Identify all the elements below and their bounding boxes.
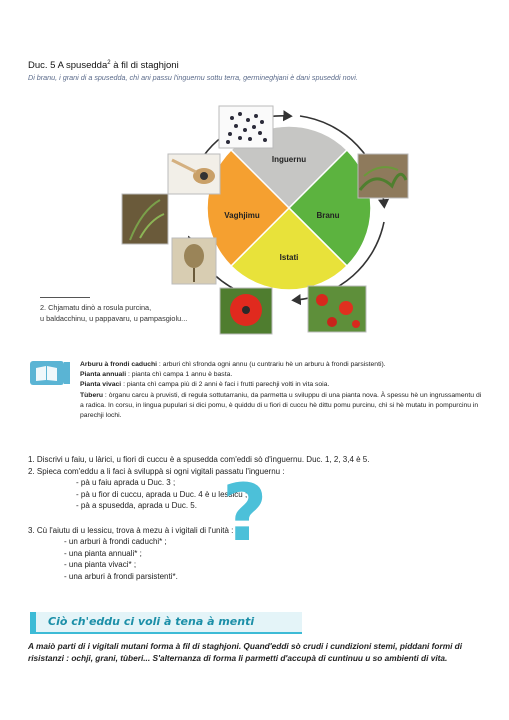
season-label: Branu (316, 211, 340, 220)
question-3-item: - un arburi à frondi caduchi* ; (64, 537, 167, 546)
season-label: Inguernu (271, 155, 307, 164)
lexicon (80, 360, 485, 421)
lexicon-entry: Pianta annuali : pianta chì campa 1 annu è basta. (80, 371, 233, 379)
question-2-item: - pà u faiu aprada u Duc. 3 ; (76, 478, 176, 487)
lexicon-marker (64, 362, 70, 384)
question-2-item: - pà u fior di cuccu, aprada u Duc. 4 è u lessicu ; (76, 489, 248, 499)
question-3-item: - una pianta vivaci* ; (64, 560, 137, 569)
footnote (40, 302, 187, 324)
seasons-wheel (0, 0, 509, 340)
seedling-photo (358, 154, 408, 198)
question-3-item: - una arburi à frondi parsistenti*. (64, 571, 178, 581)
book-icon (30, 361, 64, 385)
summary-heading: Ciò ch'eddu ci voli à tena à menti (48, 615, 255, 628)
seed-pod-photo (172, 238, 216, 284)
summary-banner (30, 612, 302, 634)
question-1: 1. Discrivi u faiu, u làrici, u fiori di cuccu è a spusedda com'eddi sò d'inguernu. Duc. 1, 2, 3,4 è 5. (28, 455, 370, 464)
footnote-line: 2. Chjamatu dinò a rosula purcina, (40, 303, 152, 312)
season-label: Vaghjimu (224, 211, 260, 220)
question-mark-icon: ? (222, 469, 268, 559)
season-label: Istati (279, 253, 299, 262)
lexicon-entry: Arburu à frondi caduchi : arburi chì sfronda ogni annu (u cuntrariu hè un arburu à frondi parsistenti). (80, 361, 386, 368)
summary-text: A maiò parti di i vigitali mutani forma à fil di staghjoni. Quand'eddi sò crudi i cundizioni stemi, piddani formi di risistanzi : ochji, grani, tùberi... S'alternanza di forma li parmetti d'accupà di cuntinuu u so ambienti di vita. (28, 641, 463, 663)
document-caption: Di branu, i grani di a spusedda, chì ani passu l'inguernu sottu terra, germineghjani è dani spuseddi novi. (28, 73, 358, 82)
poppy-field-photo (308, 286, 366, 332)
lexicon-entry: Pianta vivaci : pianta chì campa più di 2 anni è faci i frutti parechji volti in vita soia. (80, 381, 330, 389)
title-footnote-mark: 2 (107, 60, 111, 66)
title-text-end: à fil di staghjoni (110, 60, 179, 72)
seed-photo (219, 106, 273, 148)
question-2-item: - pà a spusedda, aprada u Duc. 5. (76, 501, 197, 510)
poppy-closeup-photo (220, 288, 272, 334)
plant-photo (122, 194, 168, 244)
title-text: Duc. 5 A spusedda (28, 60, 108, 72)
lexicon-entry: Tùberu : òrganu carcu à pruvisti, di regula sottutarraniu, da parmetta u sviluppu di una pianta nova. À spessu hè un ingrussamentu di a radica. In corsu, in lingua pupulari si dici pomu, è quiddu di u fiori di cuccu hè dittu pomu purcinu, chì si hè mutatu in pompurcinu in parechji lochi. (80, 391, 482, 420)
question-3: 3. Cù l'aiutu di u lessicu, trova à mezu à i vigitali di l'unità : (28, 525, 234, 535)
footnote-line: u baldacchinu, u pappavaru, u pampasgiolu... (40, 314, 188, 323)
question-2: 2. Spieca com'eddu a li faci à sviluppà si ogni vigitali passatu l'inguernu : (28, 466, 285, 476)
question-3-item: - una pianta annuali* ; (64, 548, 142, 558)
footnote-divider (40, 297, 90, 298)
spoon-seeds-photo (168, 154, 220, 194)
